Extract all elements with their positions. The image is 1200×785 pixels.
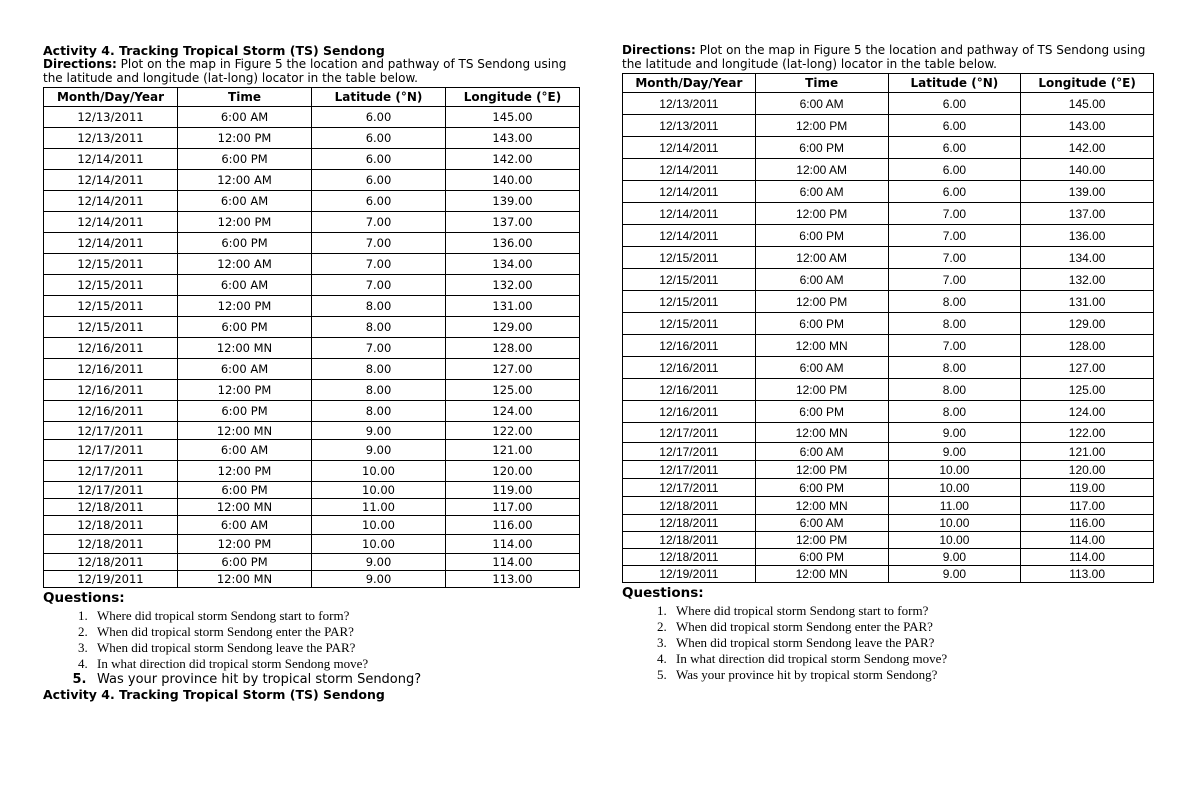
table-cell: 6:00 PM bbox=[755, 137, 888, 159]
table-cell: 12:00 MN bbox=[755, 566, 888, 583]
column-header: Time bbox=[178, 88, 312, 107]
table-cell: 8.00 bbox=[888, 357, 1021, 379]
activity-title-repeat: Activity 4. Tracking Tropical Storm (TS) Sendong bbox=[43, 687, 385, 702]
table-row bbox=[623, 291, 1154, 313]
table-cell: 8.00 bbox=[888, 401, 1021, 423]
table-row bbox=[623, 497, 1154, 515]
table-cell: 12/17/2011 bbox=[44, 422, 178, 440]
table-cell: 12:00 PM bbox=[755, 532, 888, 549]
table-cell: 12/18/2011 bbox=[44, 535, 178, 554]
table-cell: 8.00 bbox=[888, 313, 1021, 335]
table-cell: 12:00 MN bbox=[755, 423, 888, 443]
column-header: Longitude (°E) bbox=[1021, 74, 1154, 93]
table-cell: 11.00 bbox=[312, 499, 446, 516]
table-cell: 12:00 PM bbox=[755, 291, 888, 313]
table-cell: 134.00 bbox=[1021, 247, 1154, 269]
table-row bbox=[623, 379, 1154, 401]
table-cell: 12/15/2011 bbox=[623, 269, 756, 291]
table-cell: 8.00 bbox=[312, 296, 446, 317]
table-cell: 6:00 PM bbox=[755, 479, 888, 497]
table-cell: 12:00 PM bbox=[178, 128, 312, 149]
table-row bbox=[623, 137, 1154, 159]
table-cell: 12/14/2011 bbox=[623, 137, 756, 159]
table-cell: 7.00 bbox=[888, 225, 1021, 247]
table-row bbox=[44, 440, 580, 461]
table-cell: 114.00 bbox=[446, 535, 580, 554]
table-row bbox=[44, 380, 580, 401]
table-row bbox=[623, 461, 1154, 479]
table-cell: 124.00 bbox=[1021, 401, 1154, 423]
table-cell: 7.00 bbox=[312, 212, 446, 233]
table-cell: 121.00 bbox=[1021, 443, 1154, 461]
directions-text: Plot on the map in Figure 5 the location and pathway of TS Sendong using the latitude and longitude (lat-long) locator in the table below. bbox=[622, 43, 1146, 71]
table-cell: 6:00 PM bbox=[178, 233, 312, 254]
table-row bbox=[44, 170, 580, 191]
table-cell: 12/14/2011 bbox=[44, 212, 178, 233]
table-cell: 122.00 bbox=[1021, 423, 1154, 443]
table-cell: 12/17/2011 bbox=[623, 423, 756, 443]
table-cell: 131.00 bbox=[446, 296, 580, 317]
table-cell: 139.00 bbox=[446, 191, 580, 212]
questions-title: Questions: bbox=[43, 590, 125, 606]
directions bbox=[43, 58, 580, 85]
table-cell: 127.00 bbox=[446, 359, 580, 380]
table-cell: 9.00 bbox=[888, 549, 1021, 566]
table-cell: 12/16/2011 bbox=[44, 338, 178, 359]
table-cell: 12/14/2011 bbox=[623, 181, 756, 203]
table-cell: 137.00 bbox=[1021, 203, 1154, 225]
column-header: Month/Day/Year bbox=[44, 88, 178, 107]
table-cell: 6.00 bbox=[888, 159, 1021, 181]
table-cell: 12/14/2011 bbox=[623, 159, 756, 181]
table-cell: 12/18/2011 bbox=[44, 554, 178, 571]
table-cell: 10.00 bbox=[312, 482, 446, 499]
table-row bbox=[44, 482, 580, 499]
table-cell: 10.00 bbox=[312, 461, 446, 482]
table-cell: 9.00 bbox=[888, 423, 1021, 443]
table-cell: 119.00 bbox=[1021, 479, 1154, 497]
lat-long-table bbox=[43, 87, 580, 588]
table-row bbox=[44, 499, 580, 516]
table-cell: 10.00 bbox=[888, 461, 1021, 479]
column-header: Latitude (°N) bbox=[888, 74, 1021, 93]
table-cell: 140.00 bbox=[446, 170, 580, 191]
questions-title: Questions: bbox=[622, 585, 704, 601]
table-cell: 121.00 bbox=[446, 440, 580, 461]
table-row bbox=[44, 516, 580, 535]
table-cell: 12/14/2011 bbox=[623, 203, 756, 225]
table-cell: 12:00 PM bbox=[178, 212, 312, 233]
table-cell: 9.00 bbox=[312, 571, 446, 588]
table-cell: 119.00 bbox=[446, 482, 580, 499]
table-cell: 12:00 PM bbox=[178, 535, 312, 554]
table-row bbox=[44, 317, 580, 338]
table-cell: 6:00 AM bbox=[755, 515, 888, 532]
table-cell: 12:00 PM bbox=[178, 380, 312, 401]
table-cell: 12/19/2011 bbox=[623, 566, 756, 583]
table-cell: 6.00 bbox=[888, 137, 1021, 159]
table-cell: 6:00 AM bbox=[755, 93, 888, 115]
table-cell: 140.00 bbox=[1021, 159, 1154, 181]
questions-list bbox=[43, 608, 580, 688]
left-worksheet bbox=[43, 44, 580, 702]
table-cell: 12/14/2011 bbox=[623, 225, 756, 247]
table-cell: 8.00 bbox=[888, 291, 1021, 313]
table-cell: 7.00 bbox=[888, 247, 1021, 269]
table-body bbox=[623, 93, 1154, 583]
table-cell: 6:00 PM bbox=[178, 401, 312, 422]
table-cell: 113.00 bbox=[446, 571, 580, 588]
table-cell: 12:00 PM bbox=[755, 115, 888, 137]
table-cell: 12/15/2011 bbox=[44, 254, 178, 275]
table-row bbox=[623, 401, 1154, 423]
table-cell: 125.00 bbox=[446, 380, 580, 401]
table-row bbox=[44, 275, 580, 296]
table-cell: 10.00 bbox=[888, 532, 1021, 549]
table-row bbox=[623, 549, 1154, 566]
table-cell: 12/18/2011 bbox=[623, 515, 756, 532]
table-cell: 12:00 MN bbox=[178, 499, 312, 516]
table-header-row bbox=[623, 74, 1154, 93]
table-row bbox=[44, 128, 580, 149]
table-row bbox=[623, 115, 1154, 137]
table-cell: 6:00 AM bbox=[755, 443, 888, 461]
table-cell: 10.00 bbox=[888, 515, 1021, 532]
table-cell: 6.00 bbox=[312, 128, 446, 149]
table-row bbox=[44, 571, 580, 588]
table-cell: 6:00 AM bbox=[178, 516, 312, 535]
table-cell: 12/19/2011 bbox=[44, 571, 178, 588]
table-cell: 132.00 bbox=[446, 275, 580, 296]
table-cell: 145.00 bbox=[446, 107, 580, 128]
table-cell: 12:00 PM bbox=[755, 461, 888, 479]
table-cell: 12/15/2011 bbox=[623, 247, 756, 269]
right-worksheet bbox=[622, 44, 1154, 683]
table-cell: 6:00 PM bbox=[755, 401, 888, 423]
table-cell: 6:00 AM bbox=[178, 107, 312, 128]
table-row bbox=[44, 191, 580, 212]
table-cell: 7.00 bbox=[888, 335, 1021, 357]
table-cell: 6:00 AM bbox=[178, 275, 312, 296]
table-cell: 142.00 bbox=[446, 149, 580, 170]
table-cell: 7.00 bbox=[312, 275, 446, 296]
table-cell: 128.00 bbox=[1021, 335, 1154, 357]
table-cell: 117.00 bbox=[446, 499, 580, 516]
table-cell: 6:00 PM bbox=[178, 554, 312, 571]
table-cell: 12/18/2011 bbox=[44, 499, 178, 516]
table-cell: 142.00 bbox=[1021, 137, 1154, 159]
question-item: 1. Where did tropical storm Sendong start to form? bbox=[670, 603, 1154, 619]
table-cell: 8.00 bbox=[312, 380, 446, 401]
table-row bbox=[623, 93, 1154, 115]
table-row bbox=[44, 212, 580, 233]
table-cell: 6.00 bbox=[888, 93, 1021, 115]
table-cell: 143.00 bbox=[446, 128, 580, 149]
table-cell: 12/15/2011 bbox=[44, 317, 178, 338]
table-cell: 12:00 PM bbox=[755, 203, 888, 225]
table-cell: 9.00 bbox=[312, 440, 446, 461]
table-cell: 12:00 AM bbox=[178, 170, 312, 191]
column-header: Latitude (°N) bbox=[312, 88, 446, 107]
table-cell: 12:00 MN bbox=[178, 338, 312, 359]
table-cell: 145.00 bbox=[1021, 93, 1154, 115]
question-item: 5. Was your province hit by tropical storm Sendong? bbox=[91, 672, 580, 688]
table-cell: 12:00 PM bbox=[178, 296, 312, 317]
table-cell: 12/14/2011 bbox=[44, 191, 178, 212]
table-row bbox=[623, 181, 1154, 203]
table-cell: 127.00 bbox=[1021, 357, 1154, 379]
table-cell: 12/15/2011 bbox=[623, 291, 756, 313]
table-cell: 10.00 bbox=[888, 479, 1021, 497]
table-cell: 12/17/2011 bbox=[44, 482, 178, 499]
table-cell: 12/15/2011 bbox=[44, 296, 178, 317]
table-cell: 12/15/2011 bbox=[623, 313, 756, 335]
question-item: 5. Was your province hit by tropical storm Sendong? bbox=[670, 667, 1154, 683]
table-cell: 6:00 AM bbox=[178, 191, 312, 212]
table-cell: 12/17/2011 bbox=[623, 479, 756, 497]
table-cell: 12/16/2011 bbox=[623, 357, 756, 379]
table-cell: 12/16/2011 bbox=[44, 401, 178, 422]
table-cell: 12/13/2011 bbox=[44, 128, 178, 149]
column-header: Longitude (°E) bbox=[446, 88, 580, 107]
table-row bbox=[623, 532, 1154, 549]
table-cell: 120.00 bbox=[446, 461, 580, 482]
table-cell: 8.00 bbox=[312, 359, 446, 380]
table-cell: 9.00 bbox=[888, 566, 1021, 583]
directions-text: Plot on the map in Figure 5 the location and pathway of TS Sendong using the latitude and longitude (lat-long) locator in the table below. bbox=[43, 57, 567, 85]
table-row bbox=[44, 461, 580, 482]
table-cell: 122.00 bbox=[446, 422, 580, 440]
table-cell: 12/17/2011 bbox=[44, 440, 178, 461]
table-cell: 12/16/2011 bbox=[623, 379, 756, 401]
table-cell: 114.00 bbox=[1021, 549, 1154, 566]
question-item: 3. When did tropical storm Sendong leave the PAR? bbox=[91, 640, 580, 656]
table-row bbox=[623, 247, 1154, 269]
table-cell: 129.00 bbox=[446, 317, 580, 338]
table-cell: 7.00 bbox=[312, 254, 446, 275]
table-row bbox=[623, 225, 1154, 247]
table-cell: 134.00 bbox=[446, 254, 580, 275]
question-item: 2. When did tropical storm Sendong enter the PAR? bbox=[91, 624, 580, 640]
table-cell: 12/16/2011 bbox=[623, 401, 756, 423]
table-cell: 12:00 MN bbox=[178, 571, 312, 588]
table-row bbox=[44, 296, 580, 317]
table-cell: 6.00 bbox=[312, 191, 446, 212]
table-cell: 128.00 bbox=[446, 338, 580, 359]
table-cell: 12:00 PM bbox=[178, 461, 312, 482]
table-row bbox=[623, 515, 1154, 532]
table-cell: 6.00 bbox=[888, 115, 1021, 137]
question-item: 4. In what direction did tropical storm Sendong move? bbox=[91, 656, 580, 672]
table-cell: 12:00 AM bbox=[178, 254, 312, 275]
table-cell: 6.00 bbox=[888, 181, 1021, 203]
table-row bbox=[44, 535, 580, 554]
table-cell: 6:00 PM bbox=[178, 317, 312, 338]
table-cell: 132.00 bbox=[1021, 269, 1154, 291]
column-header: Time bbox=[755, 74, 888, 93]
table-row bbox=[44, 422, 580, 440]
table-cell: 12/15/2011 bbox=[44, 275, 178, 296]
questions-list bbox=[622, 603, 1154, 683]
table-cell: 7.00 bbox=[888, 269, 1021, 291]
table-cell: 12/14/2011 bbox=[44, 233, 178, 254]
table-cell: 7.00 bbox=[888, 203, 1021, 225]
table-cell: 12/18/2011 bbox=[623, 497, 756, 515]
table-cell: 6:00 AM bbox=[755, 181, 888, 203]
table-cell: 12/16/2011 bbox=[44, 359, 178, 380]
table-row bbox=[623, 159, 1154, 181]
table-cell: 12/16/2011 bbox=[44, 380, 178, 401]
table-cell: 8.00 bbox=[888, 379, 1021, 401]
table-row bbox=[623, 566, 1154, 583]
activity-title: Activity 4. Tracking Tropical Storm (TS) Sendong bbox=[43, 43, 385, 58]
table-cell: 12/14/2011 bbox=[44, 149, 178, 170]
table-cell: 12/14/2011 bbox=[44, 170, 178, 191]
table-row bbox=[44, 149, 580, 170]
table-cell: 114.00 bbox=[1021, 532, 1154, 549]
table-cell: 12/16/2011 bbox=[623, 335, 756, 357]
table-row bbox=[623, 443, 1154, 461]
table-cell: 137.00 bbox=[446, 212, 580, 233]
table-cell: 12/18/2011 bbox=[623, 532, 756, 549]
table-cell: 12:00 MN bbox=[178, 422, 312, 440]
table-cell: 114.00 bbox=[446, 554, 580, 571]
table-cell: 6:00 PM bbox=[755, 549, 888, 566]
table-cell: 12/18/2011 bbox=[44, 516, 178, 535]
table-cell: 8.00 bbox=[312, 317, 446, 338]
table-row bbox=[623, 313, 1154, 335]
table-cell: 7.00 bbox=[312, 338, 446, 359]
table-cell: 113.00 bbox=[1021, 566, 1154, 583]
column-header: Month/Day/Year bbox=[623, 74, 756, 93]
table-cell: 116.00 bbox=[446, 516, 580, 535]
table-row bbox=[623, 423, 1154, 443]
table-cell: 10.00 bbox=[312, 516, 446, 535]
table-cell: 12/13/2011 bbox=[623, 93, 756, 115]
table-cell: 10.00 bbox=[312, 535, 446, 554]
table-cell: 6:00 PM bbox=[178, 482, 312, 499]
table-cell: 124.00 bbox=[446, 401, 580, 422]
table-cell: 12:00 MN bbox=[755, 497, 888, 515]
table-cell: 136.00 bbox=[446, 233, 580, 254]
table-cell: 136.00 bbox=[1021, 225, 1154, 247]
table-row bbox=[44, 338, 580, 359]
table-row bbox=[44, 254, 580, 275]
table-cell: 12/13/2011 bbox=[623, 115, 756, 137]
table-cell: 6:00 AM bbox=[178, 359, 312, 380]
table-cell: 6:00 PM bbox=[755, 313, 888, 335]
table-cell: 12:00 AM bbox=[755, 247, 888, 269]
directions-label: Directions: bbox=[622, 43, 696, 57]
table-row bbox=[44, 233, 580, 254]
lat-long-table bbox=[622, 73, 1154, 583]
table-header-row bbox=[44, 88, 580, 107]
table-cell: 7.00 bbox=[312, 233, 446, 254]
table-cell: 12:00 MN bbox=[755, 335, 888, 357]
table-cell: 117.00 bbox=[1021, 497, 1154, 515]
directions-label: Directions: bbox=[43, 57, 117, 71]
table-cell: 129.00 bbox=[1021, 313, 1154, 335]
table-cell: 6:00 PM bbox=[755, 225, 888, 247]
table-cell: 131.00 bbox=[1021, 291, 1154, 313]
table-cell: 116.00 bbox=[1021, 515, 1154, 532]
table-row bbox=[44, 401, 580, 422]
table-row bbox=[623, 479, 1154, 497]
table-cell: 12/17/2011 bbox=[623, 443, 756, 461]
table-row bbox=[44, 107, 580, 128]
table-cell: 6:00 AM bbox=[178, 440, 312, 461]
table-cell: 12:00 AM bbox=[755, 159, 888, 181]
table-row bbox=[44, 359, 580, 380]
table-cell: 12/17/2011 bbox=[44, 461, 178, 482]
table-cell: 8.00 bbox=[312, 401, 446, 422]
table-cell: 9.00 bbox=[888, 443, 1021, 461]
table-cell: 6:00 PM bbox=[178, 149, 312, 170]
table-body bbox=[44, 107, 580, 588]
table-cell: 120.00 bbox=[1021, 461, 1154, 479]
table-cell: 12:00 PM bbox=[755, 379, 888, 401]
table-cell: 6.00 bbox=[312, 170, 446, 191]
table-cell: 6.00 bbox=[312, 107, 446, 128]
table-row bbox=[44, 554, 580, 571]
table-cell: 12/13/2011 bbox=[44, 107, 178, 128]
table-row bbox=[623, 203, 1154, 225]
table-cell: 125.00 bbox=[1021, 379, 1154, 401]
table-row bbox=[623, 269, 1154, 291]
table-cell: 6:00 AM bbox=[755, 357, 888, 379]
question-item: 4. In what direction did tropical storm Sendong move? bbox=[670, 651, 1154, 667]
table-cell: 12/17/2011 bbox=[623, 461, 756, 479]
table-row bbox=[623, 335, 1154, 357]
table-cell: 139.00 bbox=[1021, 181, 1154, 203]
question-item: 2. When did tropical storm Sendong enter the PAR? bbox=[670, 619, 1154, 635]
table-cell: 143.00 bbox=[1021, 115, 1154, 137]
table-cell: 9.00 bbox=[312, 422, 446, 440]
table-row bbox=[623, 357, 1154, 379]
question-item: 1. Where did tropical storm Sendong start to form? bbox=[91, 608, 580, 624]
question-item: 3. When did tropical storm Sendong leave the PAR? bbox=[670, 635, 1154, 651]
table-cell: 12/18/2011 bbox=[623, 549, 756, 566]
table-cell: 11.00 bbox=[888, 497, 1021, 515]
directions bbox=[622, 44, 1154, 71]
table-cell: 6.00 bbox=[312, 149, 446, 170]
table-cell: 6:00 AM bbox=[755, 269, 888, 291]
table-cell: 9.00 bbox=[312, 554, 446, 571]
